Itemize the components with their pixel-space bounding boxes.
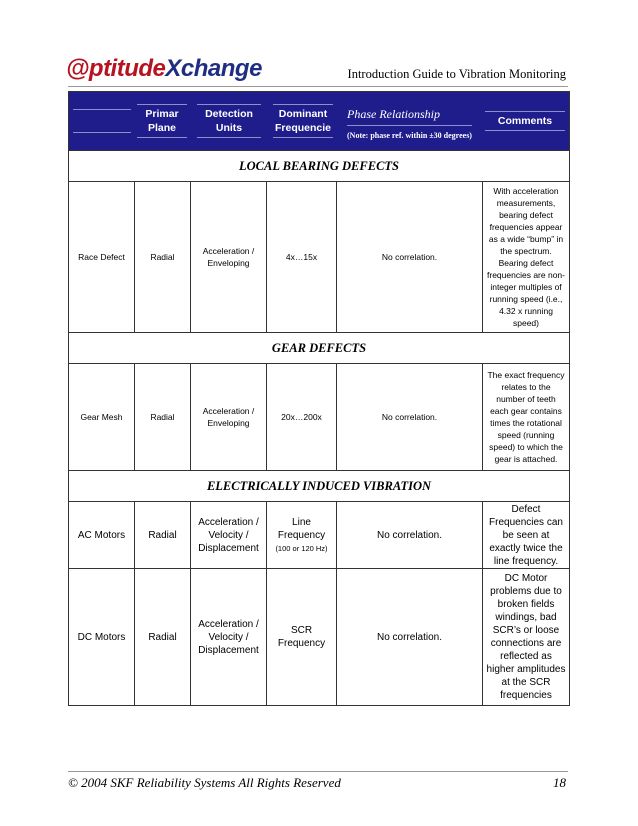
table-row [69,502,569,569]
comments-cell: With acceleration measurements, bearing defect frequencies appear as a wide “bump” in the spectrum. Bearing defect frequencies are non-integer multiples of running speed (i.e., 4.32 x running speed) [487,186,565,328]
section-title: ELECTRICALLY INDUCED VIBRATION [69,471,569,502]
header-cell-phase [339,92,481,150]
document-title: Introduction Guide to Vibration Monitoring [347,67,566,81]
comments-cell: DC Motor problems due to broken fields windings, bad SCR’s or loose connections are reflected as higher amplitudes at the SCR frequencies [486,573,566,701]
frequency-cell: SCR Frequency [267,569,337,705]
units-cell: Acceleration / Velocity / Displacement [191,569,267,705]
header-cell-plane: Primar Plane [137,92,187,150]
table-row [69,364,569,471]
phase-cell: No correlation. [337,182,483,332]
phase-relationship-heading: Phase Relationship [347,107,440,121]
header-cell-comments: Comments [485,92,565,150]
fault-cell: DC Motors [69,569,135,705]
logo-text-aptitude: @ptitude [66,55,166,82]
frequency-note: (100 or 120 Hz) [275,543,328,553]
table-row [69,569,569,705]
units-cell: Acceleration / Enveloping [191,364,267,470]
frequency-value: Line Frequency [277,516,326,541]
header-cell-frequency: Dominant Frequencie [273,92,333,150]
fault-cell: Gear Mesh [69,364,135,470]
units-cell: Acceleration / Enveloping [191,182,267,332]
table-row [69,182,569,333]
fault-cell: Race Defect [69,182,135,332]
phase-cell: No correlation. [337,569,483,705]
phase-cell: No correlation. [337,364,483,470]
section-title: GEAR DEFECTS [69,333,569,364]
fault-cell: AC Motors [69,502,135,568]
frequency-cell: 4x…15x [267,182,337,332]
header-cell-fault [73,92,131,150]
section-title: LOCAL BEARING DEFECTS [69,151,569,182]
phase-cell: No correlation. [337,502,483,568]
phase-relationship-note: (Note: phase ref. within ±30 degrees) [347,125,472,143]
table-header-row [69,92,569,151]
vibration-fault-table [68,91,570,706]
copyright-text: © 2004 SKF Reliability Systems All Rights Reserved [68,775,341,790]
plane-cell: Radial [135,502,191,568]
header-divider [68,86,568,87]
header-cell-units: Detection Units [197,92,261,150]
frequency-cell [267,502,337,568]
logo-text-xchange: Xchange [165,55,262,82]
footer-divider [68,771,568,772]
plane-cell: Radial [135,569,191,705]
comments-cell: Defect Frequencies can be seen at exactly twice the line frequency. [489,503,563,567]
units-cell: Acceleration / Velocity / Displacement [191,502,267,568]
comments-cell: The exact frequency relates to the number of teeth each gear contains times the rotational speed (running speed) to which the gear is attached. [487,370,565,464]
plane-cell: Radial [135,364,191,470]
frequency-cell: 20x…200x [267,364,337,470]
plane-cell: Radial [135,182,191,332]
page-number: 18 [553,775,566,790]
company-logo [66,55,262,82]
